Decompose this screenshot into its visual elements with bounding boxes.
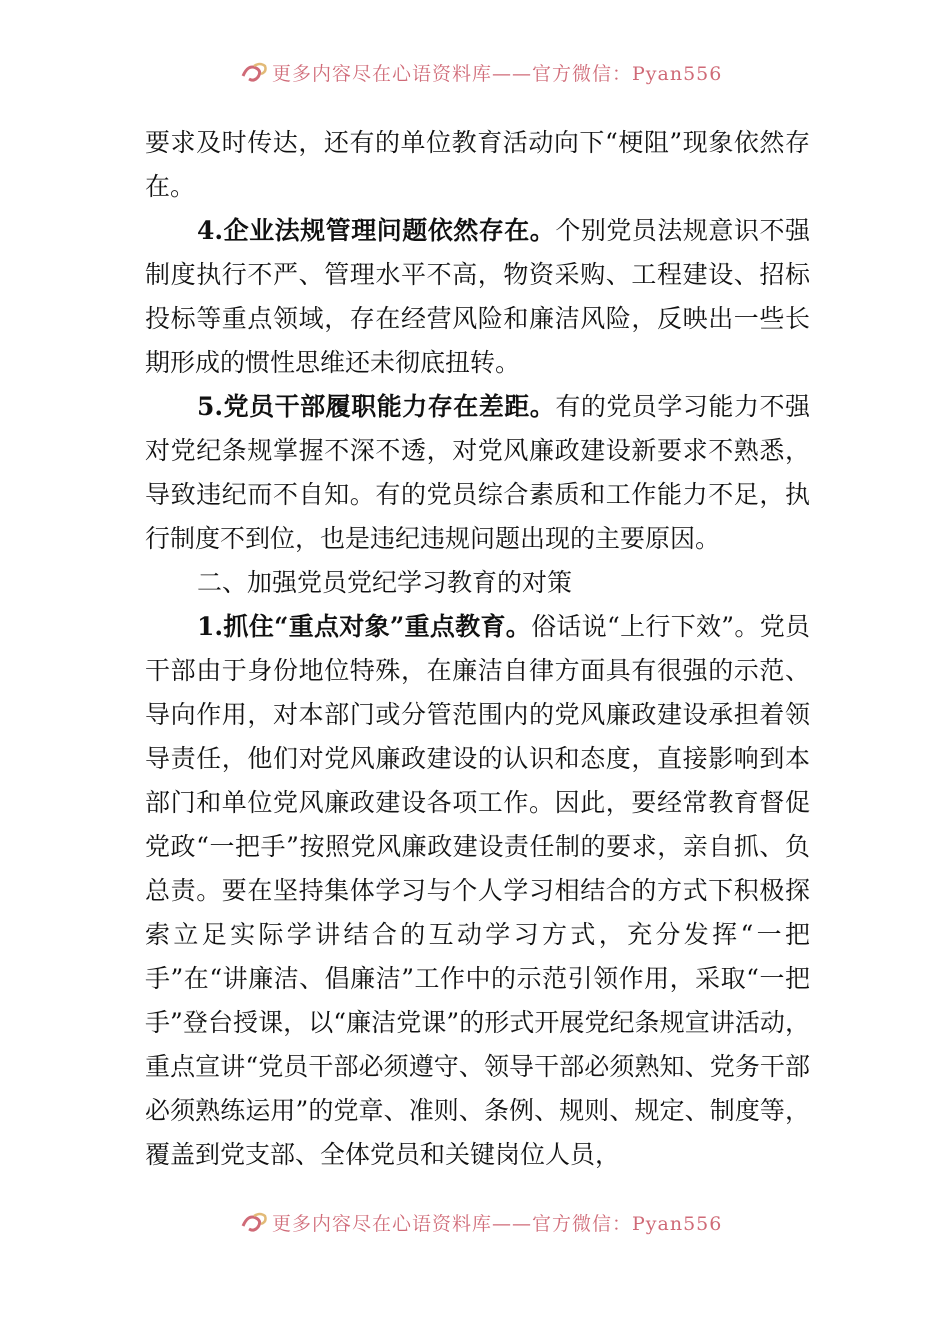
paragraph-item-5 xyxy=(145,385,810,561)
section-heading: 二、加强党员党纪学习教育的对策 xyxy=(197,568,573,597)
watermark-text: 更多内容尽在心语资料库——官方微信：Pyan556 xyxy=(272,62,723,85)
paragraph-continuation: 要求及时传达，还有的单位教育活动向下“梗阻”现象依然存在。 xyxy=(145,128,810,201)
paragraph-item-1 xyxy=(145,605,810,1177)
brand-logo-icon xyxy=(240,1210,268,1234)
paragraph-item-4 xyxy=(145,209,810,385)
item-5-heading: 5.党员干部履职能力存在差距。 xyxy=(197,392,556,421)
header-watermark xyxy=(0,58,950,86)
watermark-text: 更多内容尽在心语资料库——官方微信：Pyan556 xyxy=(272,1212,723,1235)
document-body xyxy=(145,121,810,1177)
item-1-heading: 1.抓住“重点对象”重点教育。 xyxy=(197,612,532,641)
item-4-heading: 4.企业法规管理问题依然存在。 xyxy=(197,216,556,245)
item-4-body: 个别党员法规意识不强制度执行不严、管理水平不高，物资采购、工程建设、招标投标等重点领域，存在经营风险和廉洁风险，反映出一些长期形成的惯性思维还未彻底扭转。 xyxy=(145,216,810,377)
footer-watermark xyxy=(0,1208,950,1236)
item-1-body: 俗话说“上行下效”。党员干部由于身份地位特殊，在廉洁自律方面具有很强的示范、导向作用，对本部门或分管范围内的党风廉政建设承担着领导责任，他们对党风廉政建设的认识和态度，直接影响到本部门和单位党风廉政建设各项工作。因此，要经常教育督促党政“一把手”按照党风廉政建设责任制的要求，亲自抓、负总责。要在坚持集体学习与个人学习相结合的方式下积极探索立足实际学讲结合的互动学习方式，充分发挥“一把手”在“讲廉洁、倡廉洁”工作中的示范引领作用，采取“一把手”登台授课，以“廉洁党课”的形式开展党纪条规宣讲活动，重点宣讲“党员干部必须遵守、领导干部必须熟知、党务干部必须熟练运用”的党章、准则、条例、规则、规定、制度等，覆盖到党支部、全体党员和关键岗位人员， xyxy=(145,612,810,1169)
brand-logo-icon xyxy=(240,60,268,84)
item-5-body: 有的党员学习能力不强对党纪条规掌握不深不透，对党风廉政建设新要求不熟悉，导致违纪而不自知。有的党员综合素质和工作能力不足，执行制度不到位，也是违纪违规问题出现的主要原因。 xyxy=(145,392,810,553)
